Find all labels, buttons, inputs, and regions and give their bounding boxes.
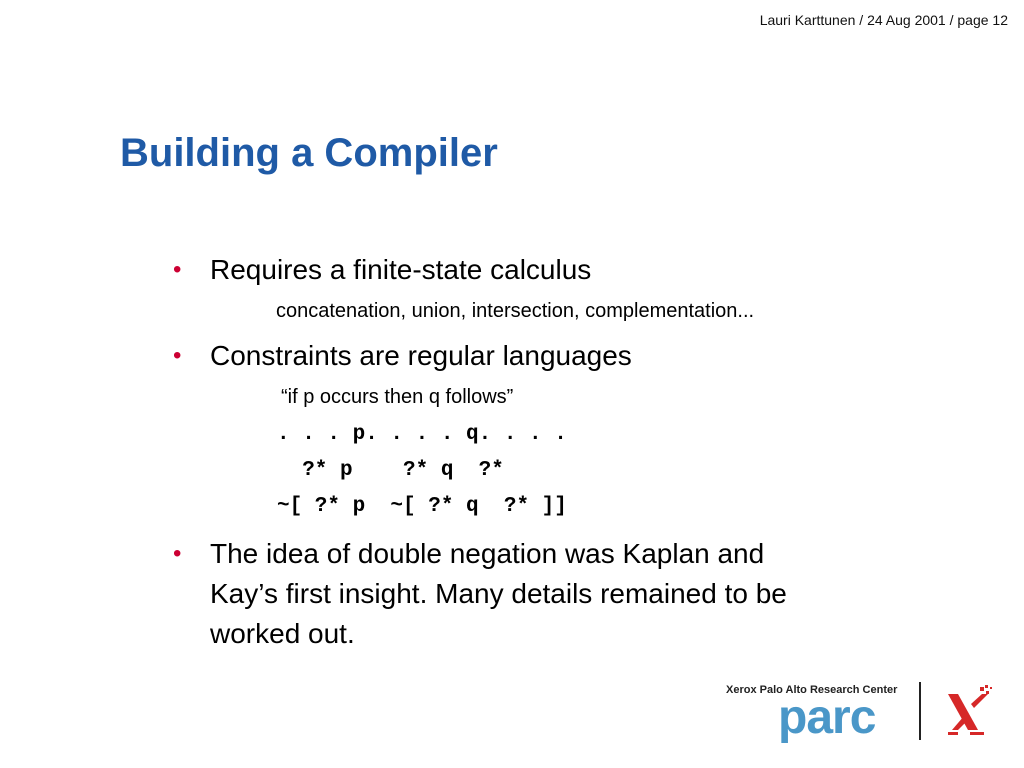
bullet-marker: • <box>173 342 182 369</box>
bullet-item-calculus <box>173 250 591 290</box>
bullet-marker: • <box>173 256 182 283</box>
code-line: ~[ ?* p ~[ ?* q ?* ]] <box>277 495 567 518</box>
page-header: Lauri Karttunen / 24 Aug 2001 / page 12 <box>759 12 1008 28</box>
logo-caption: Xerox Palo Alto Research Center <box>726 684 898 696</box>
bullet-marker: • <box>173 540 182 567</box>
bullet-text: Requires a finite-state calculus <box>210 254 592 285</box>
bullet-item-double-negation <box>173 534 787 654</box>
bullet-line: Kay’s first insight. Many details remained to be <box>210 578 787 609</box>
bullet-subtext: concatenation, union, intersection, complementation... <box>276 300 755 322</box>
parc-logo <box>722 680 1002 744</box>
code-line: ?* p ?* q ?* <box>277 459 504 482</box>
logo-divider <box>919 682 921 740</box>
bullet-text: Constraints are regular languages <box>210 340 632 371</box>
code-line: . . . p. . . . q. . . . <box>277 423 567 446</box>
xerox-x-icon <box>944 684 992 736</box>
logo-wordmark: parc <box>778 691 876 744</box>
bullet-line: worked out. <box>210 618 355 649</box>
bullet-subtext: “if p occurs then q follows” <box>281 386 514 408</box>
bullet-item-constraints <box>173 336 632 376</box>
slide-title: Building a Compiler <box>120 131 498 175</box>
bullet-line: The idea of double negation was Kaplan and <box>210 538 765 569</box>
